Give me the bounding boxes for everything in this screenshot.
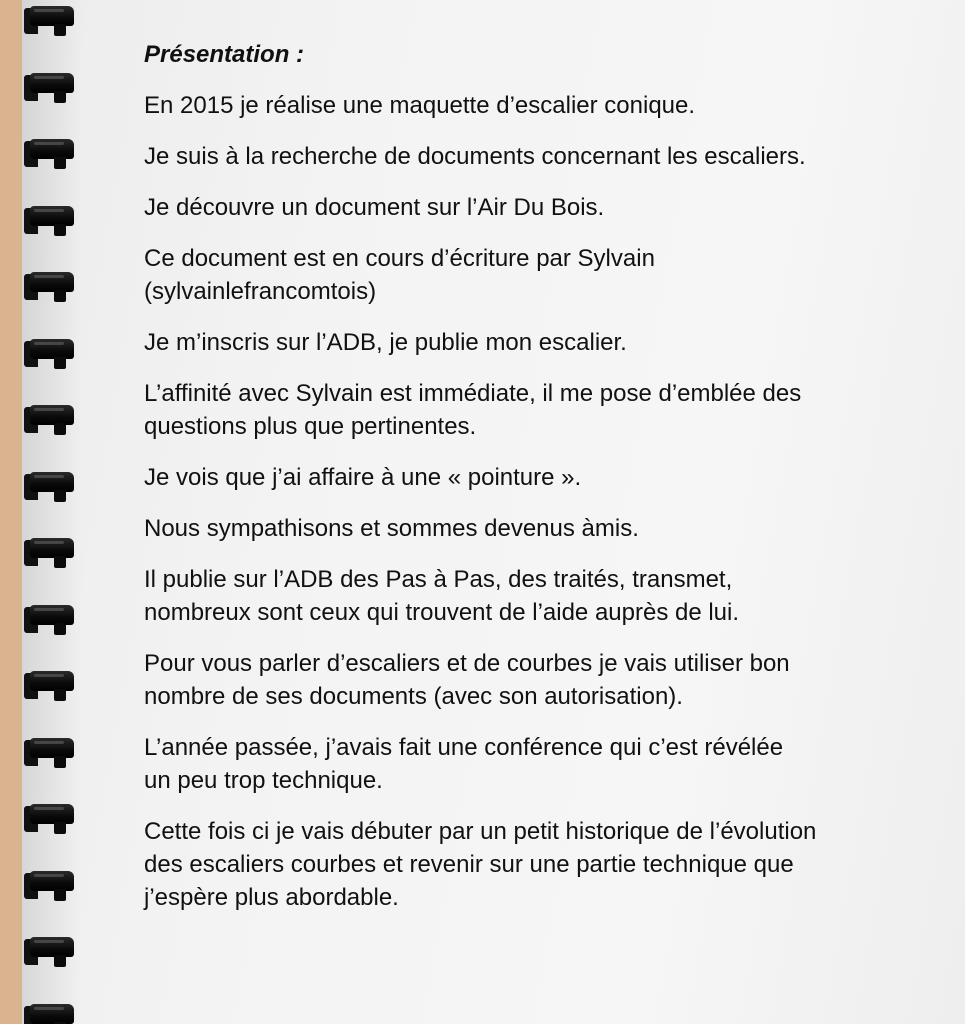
- paragraph-6: L’affinité avec Sylvain est immédiate, il me pose d’emblée des questions plus que pertinentes.: [144, 380, 802, 440]
- paragraph-5: Je m’inscris sur l’ADB, je publie mon escalier.: [144, 329, 627, 356]
- binding-ring: [24, 804, 74, 834]
- spiral-binding: [22, 0, 82, 1024]
- binding-ring: [24, 405, 74, 435]
- document-content: [144, 38, 924, 932]
- binding-ring: [24, 472, 74, 502]
- binding-ring: [24, 671, 74, 701]
- binding-ring: [24, 871, 74, 901]
- binding-ring: [24, 139, 74, 169]
- paper-page: [22, 0, 965, 1024]
- paragraph-2: Je suis à la recherche de documents concernant les escaliers.: [144, 143, 806, 170]
- paragraph-11: L’année passée, j’avais fait une conférence qui c’est révélée un peu trop technique.: [144, 734, 784, 794]
- binding-ring: [24, 1004, 74, 1024]
- binding-ring: [24, 6, 74, 36]
- paragraph-1: En 2015 je réalise une maquette d’escalier conique.: [144, 92, 696, 119]
- paragraph-9: Il publie sur l’ADB des Pas à Pas, des traités, transmet, nombreux sont ceux qui trouvent de l’aide auprès de lui.: [144, 566, 740, 626]
- paragraph-12: Cette fois ci je vais débuter par un petit historique de l’évolution des escaliers courbes et revenir sur une partie technique que j’espère plus abordable.: [144, 818, 817, 911]
- paragraph-7: Je vois que j’ai affaire à une « pointure ».: [144, 464, 582, 491]
- binding-ring: [24, 538, 74, 568]
- binding-ring: [24, 605, 74, 635]
- paragraph-4: Ce document est en cours d’écriture par Sylvain (sylvainlefrancomtois): [144, 245, 655, 305]
- binding-ring: [24, 272, 74, 302]
- binding-ring: [24, 738, 74, 768]
- binding-ring: [24, 339, 74, 369]
- paragraph-3: Je découvre un document sur l’Air Du Bois.: [144, 194, 605, 221]
- paragraph-10: Pour vous parler d’escaliers et de courbes je vais utiliser bon nombre de ses documents (avec son autorisation).: [144, 650, 790, 710]
- paragraph-8: Nous sympathisons et sommes devenus àmis.: [144, 515, 639, 542]
- binding-ring: [24, 206, 74, 236]
- binding-ring: [24, 73, 74, 103]
- binding-ring: [24, 937, 74, 967]
- document-heading: Présentation :: [144, 41, 305, 68]
